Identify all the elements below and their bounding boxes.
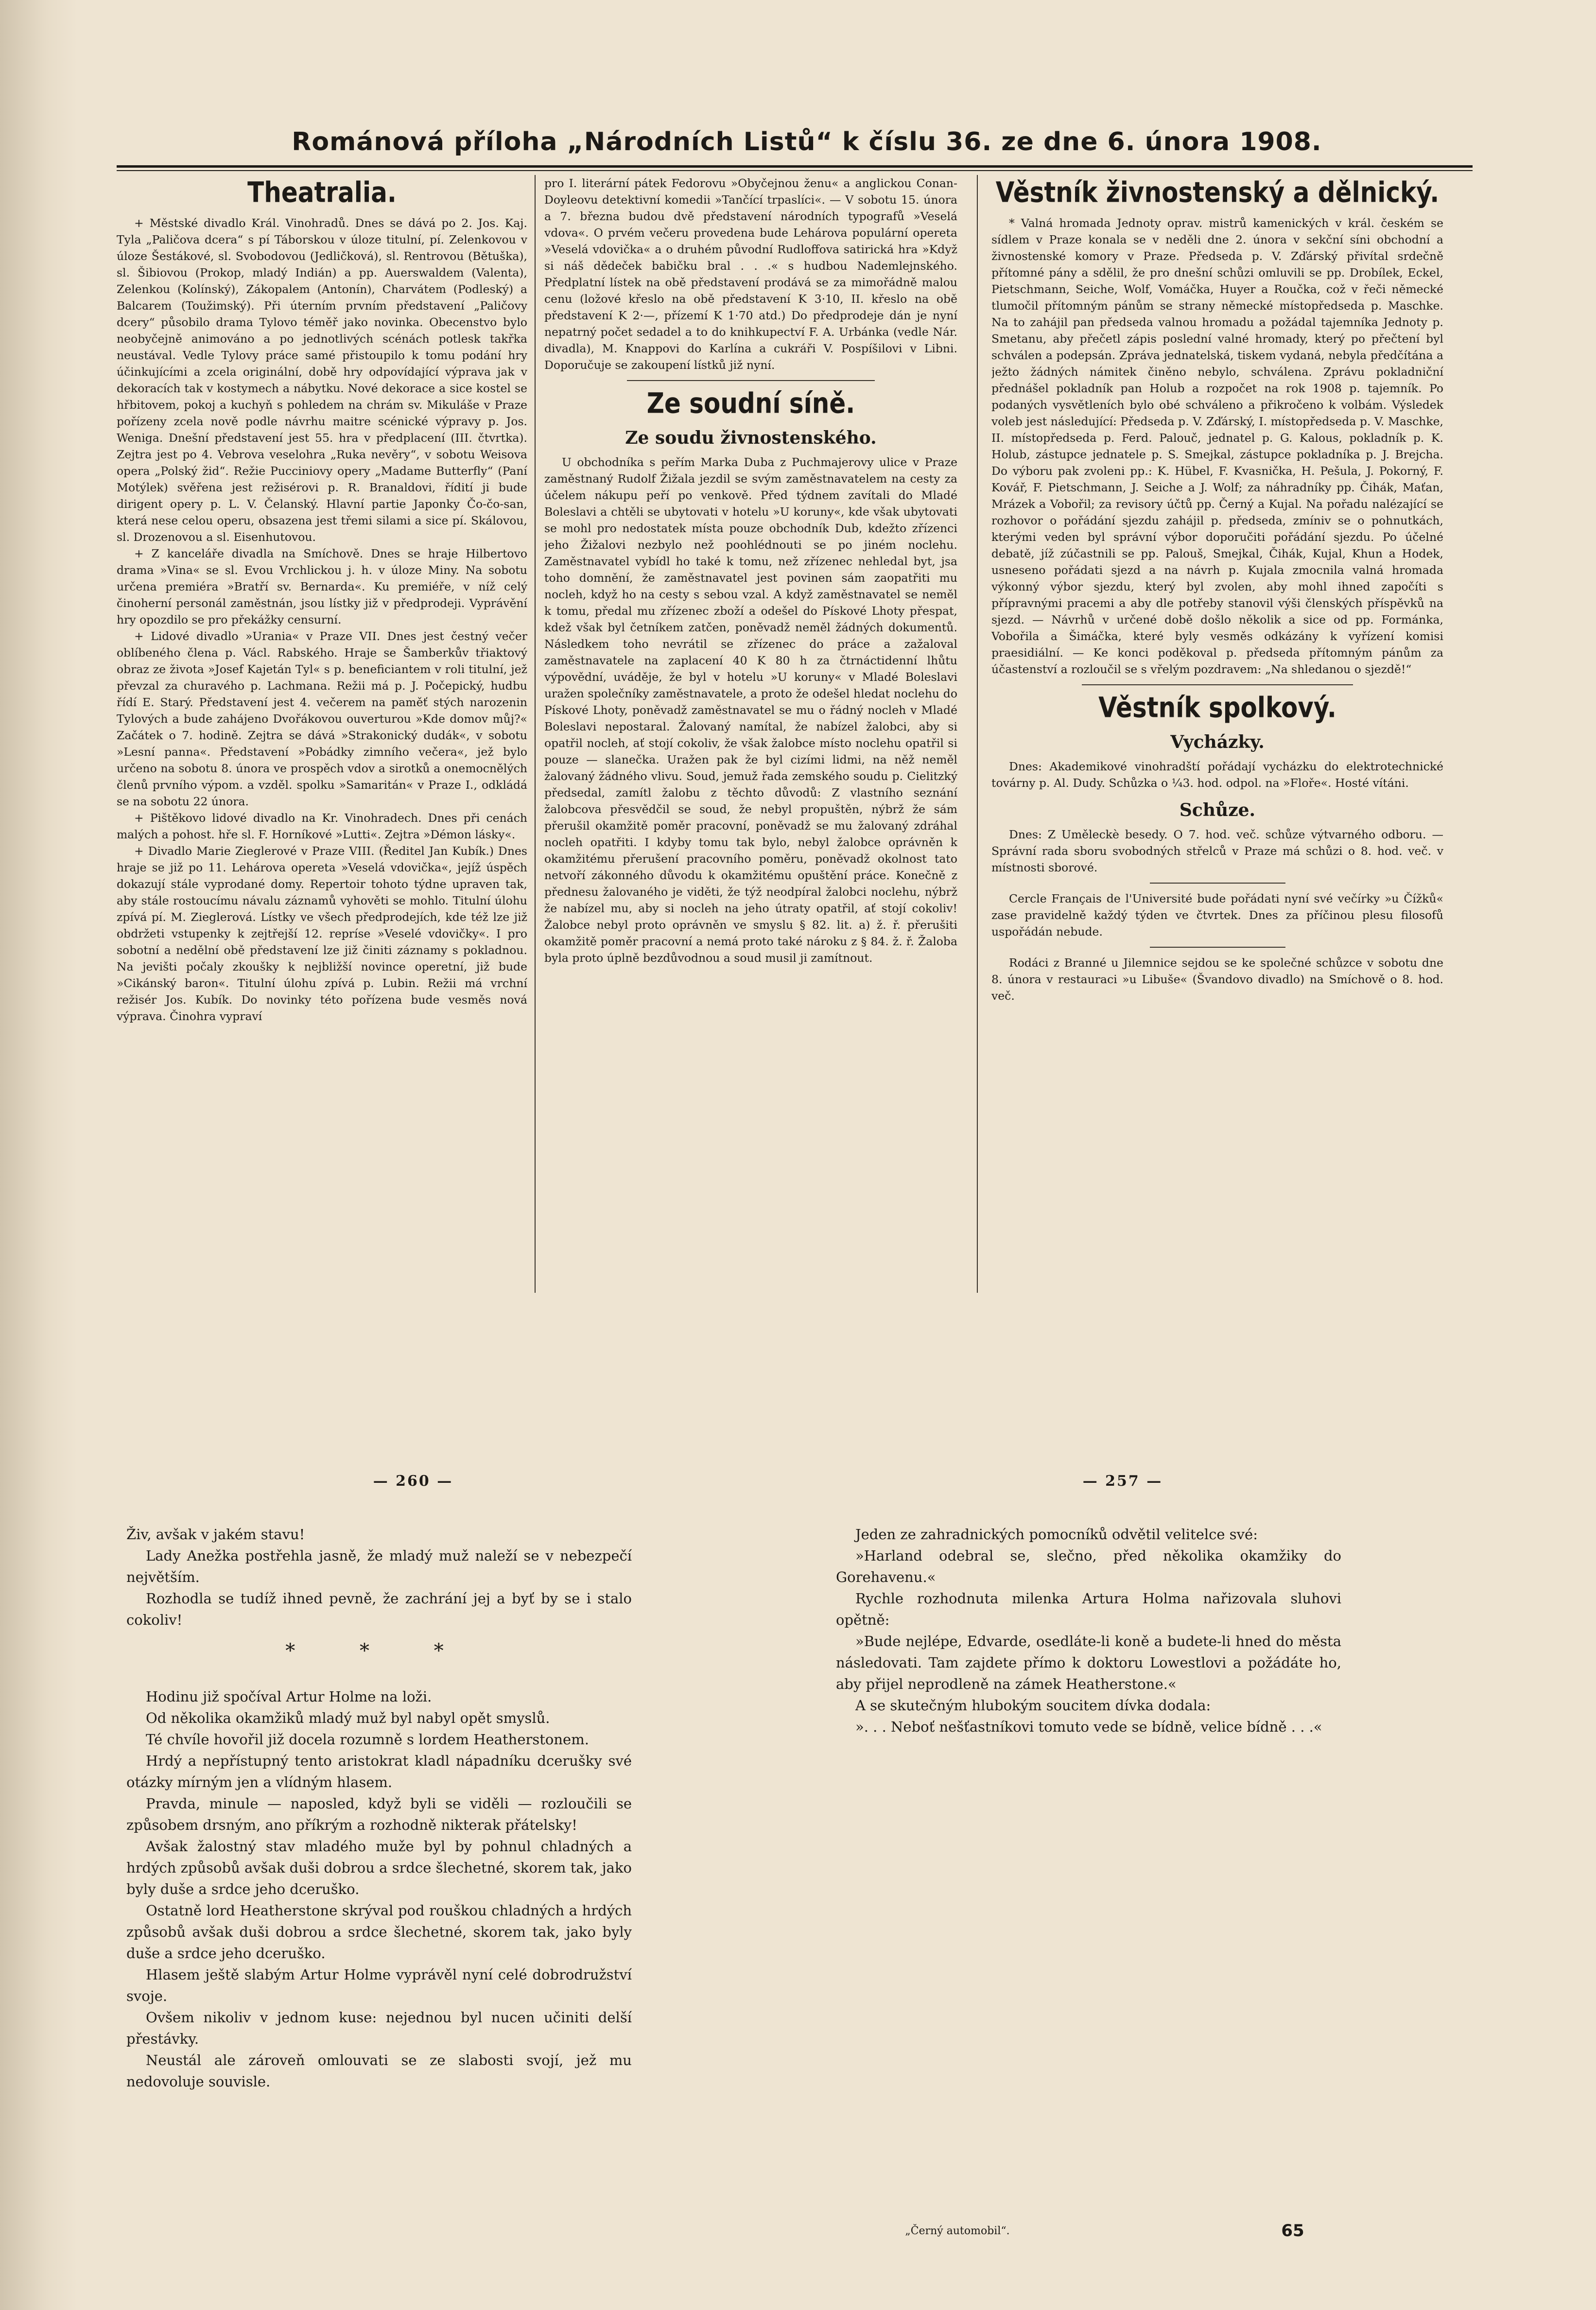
- scene-break: * * *: [285, 1640, 473, 1662]
- novel-paragraph: Hodinu již spočíval Artur Holme na loži.: [146, 1688, 432, 1705]
- column-divider: [535, 175, 536, 1293]
- novel-paragraph: Lady Anežka postřehla jasně, že mladý muž naleží se v nebezpečí největším.: [126, 1547, 632, 1585]
- article-paragraph: + Z kanceláře divadla na Smíchově. Dnes se hraje Hilbertovo drama »Vina« se sl. Evou Vrchlickou j. h. v úloze Miny. Na sobotu určena premiéra »Bratří sv. Bernarda«. Ku premiéře, v níž celý činoherní personál zaměstnán, jsou lístky již v předprodeji. Vyprávění hry opozdilo se pro překážky censurní.: [117, 547, 527, 626]
- notice-paragraph: Rodáci z Branné u Jilemnice sejdou se ke společné schůzce v sobotu dne 8. února v restauraci »u Libuše« (Švandovo divadlo) na Smíchově o 8. hod. več.: [991, 956, 1443, 1003]
- novel-paragraph: Avšak žalostný stav mladého muže byl by pohnul chladných a hrdých způsobů avšak duši dobrou a srdce šlechetné, skorem tak, jako byly duše a srdce jeho dceruško.: [126, 1838, 632, 1897]
- novel-page-number-left: — 260 —: [373, 1473, 453, 1490]
- notice-paragraph: Dnes: Z Uměleckè besedy. O 7. hod. več. schůze výtvarného odboru. — Správní rada sboru svobodných střelců v Praze má schůzi o 8. hod. več. v místnosti sborové.: [991, 828, 1443, 874]
- section-divider: [1082, 684, 1353, 685]
- page-header: Románová příloha „Národních Listů“ k číslu 36. ze dne 6. února 1908.: [292, 127, 1322, 156]
- novel-paragraph: Rozhodla se tudíž ihned pevně, že zachrání jej a byť by se i stalo cokoliv!: [126, 1590, 632, 1628]
- notice-paragraph: Dnes: Akademikové vinohradští pořádají vycházku do elektrotechnické továrny p. Al. Dudy. Schůzka o ¼3. hod. odpol. na »Floře«. Hosté vítáni.: [991, 760, 1443, 790]
- column-theatralia: [117, 175, 527, 1293]
- novel-paragraph: »Harland odebral se, slečno, před několika okamžiky do Gorehavenu.«: [836, 1547, 1341, 1585]
- novel-paragraph: Rychle rozhodnuta milenka Artura Holma nařizovala sluhovi opětně:: [836, 1590, 1341, 1628]
- novel-title-footer: „Černý automobil“.: [905, 2225, 1010, 2237]
- section-title-theatralia: Theatralia.: [247, 176, 397, 209]
- novel-column-left: [126, 1524, 632, 2194]
- novel-paragraph: Hlasem ještě slabým Artur Holme vyprávěl nyní celé dobrodružství svoje.: [126, 1966, 632, 2004]
- subsection-title: Ze soudu živnostenského.: [625, 428, 877, 448]
- notice-paragraph: Cercle Français de l'Université bude pořádati nyní své večírky »u Čížků« zase pravidelně každý týden ve čtvrtek. Dnes za příčinou plesu filosofů uspořádán nebude.: [991, 892, 1443, 938]
- article-paragraph: + Lidové divadlo »Urania« v Praze VII. Dnes jest čestný večer oblíbeného člena p. Václ. Rabského. Hraje se Šamberkův třiaktový obraz ze života »Josef Kajetán Tyl« s p. beneficiantem v roli titulní, jež převzal za churavého p. Lachmana. Režii má p. J. Počepický, hudbu řídí E. Starý. Představení jest 4. večerem na paměť stých narozenin Tylových a bude zahájeno Dvořákovou ouverturou »Kde domov můj?« Začátek o 7. hodině. Zejtra se dává »Strakonický dudák«, v sobotu »Lesní panna«. Představení »Pobádky zimního večera«, jež bylo určeno na sobotu 8. února ve prospěch vdov a sirotků a onemocnělých členů prvního výpom. a vzděl. spolku »Samaritán« v Praze I., odkládá se na sobotu 22 února.: [117, 629, 527, 808]
- novel-paragraph: Ostatně lord Heatherstone skrýval pod rouškou chladných a hrdých způsobů avšak duši dobrou a srdce šlechetné, skorem tak, jako byly duše a srdce jeho dceruško.: [126, 1902, 632, 1962]
- novel-line: Živ, avšak v jakém stavu!: [126, 1526, 305, 1543]
- article-paragraph: + Městské divadlo Král. Vinohradů. Dnes se dává po 2. Jos. Kaj. Tyla „Paličova dcera“ s pí Táborskou v úloze titulní, pí. Zelenkovou v úloze Šestákové, sl. Svobodovou (Jedličková), sl. Rentrovou (Bětuška), sl. Šibiovou (Prokop, mladý Indián) a pp. Auerswaldem (Valenta), Zelenkou (Kolínský), Zákopalem (Antonín), Charvátem (Podleský) a Balcarem (Toužimský). Při úterním prvním představení „Paličovy dcery“ působilo drama Tylovo téměř jako novinka. Obecenstvo bylo neobyčejně animováno a po jednotlivých scénách potlesk takřka neustával. Vedle Tylovy práce samé přistoupilo k tomu podání hry účinkujícími a zcela originální, době hry odpovídající výprava jak v dekoracích tak v kostymech a nábytku. Nové dekorace a sice kostel se hřbitovem, pokoj a kuchyň s pohledem na chrám sv. Mikuláše v Praze pořízeny zcela nově podle návrhu maitre scénické výpravy p. Jos. Wenigа. Dnešní představení jest 55. hra v předplacení (III. čtvrtka). Zejtra jest po 4. Vebrova veselohra „Ruka nevěry“, v sobotu Weisova opera „Polský žid“. Režie Pucciniovy opery „Madame Butterfly“ (Paní Motýlek) svěřena jest režisérovi p. R. Branaldovi, řídití ji bude dirigent opery p. L. V. Čelanský. Hlavní partie Japonky Čo-čo-san, která nese celou operu, obsazena jest třemi silami a sice pí. Skálovou, sl. Drozenovou a sl. Eisenhutovou.: [117, 216, 527, 544]
- novel-column-right: [836, 1524, 1341, 2194]
- subsection-title-meetings: Schůze.: [1179, 800, 1256, 820]
- column-trade: [991, 175, 1443, 1293]
- page-number: 65: [1281, 2221, 1304, 2241]
- header-rule-thin: [117, 170, 1473, 171]
- column-divider: [977, 175, 978, 1293]
- novel-paragraph: Od několika okamžiků mladý muž byl nabyl opět smyslů.: [146, 1710, 550, 1726]
- notice-divider: [1150, 883, 1285, 884]
- novel-paragraph: A se skutečným hlubokým soucitem dívka dodala:: [855, 1697, 1211, 1714]
- article-paragraph: * Valná hromada Jednoty oprav. mistrů kamenických v král. českém se sídlem v Praze konala se v neděli dne 2. února v sekční síni obchodní a živnostenské komory v Praze. Předseda p. V. Zďárský přivítal srdečně přítomné pány a sdělil, že pro dnešní schůzi omluvili se pp. Drobílek, Eckel, Pietschmann, Seiche, Wolf, Vomáčka, Huyer a Roučka, což v řeči německé tlumočil přítomným pánům se strany německé místopředseda p. Maschke. Na to zahájil pan předseda valnou hromadu a požádal tajemníka Jednoty p. Smetanu, aby přečetl zápis poslední valné hromady, který po přečtení byl schválen a podepsán. Zpráva jednatelská, tiskem vydaná, nebyla předčítána a ježto žádných námitek činěno nebylo, schválena. Zprávu pokladniční přednášel pokladník pan Holub a rozpočet na rok 1908 p. tajemník. Po podaných vysvětleních bylo obé schváleno a přikročeno k volbám. Výsledek voleb jest následující: Předseda p. V. Zďárský, I. místopředseda p. V. Maschke, II. místopředseda p. Ferd. Palouč, jednatel p. G. Kalous, pokladník p. K. Holub, zástupce jednatele p. S. Smejkal, zástupce pokladníka p. J. Brejcha. Do výboru pak zvoleni pp.: K. Hübel, F. Kvasnička, H. Pešula, J. Pokorný, F. Kovář, F. Pietschmann, J. Seiche a J. Wolf; za náhradníky pp. Čihák, Maťan, Mrázek a Vobořil; za revisory účtů pp. Černý a Kujal. Na pořadu nalézající se rozhovor o pořádání sjezdu zahájil p. předseda, zmíniv se o pohnutkách, kterými veden byl správní výbor doporučiti pořádání sjezdu. Po účelné debatě, jíž zúčastnili se pp. Palouš, Smejkal, Čihák, Kujal, Khun a Hodek, usneseno pořádati sjezd a na návrh p. Kujala zmocnila valná hromada výkonný výbor sjezdu, který byl zvolen, aby mohl ihned započíti s přípravnými pracemi a aby dle potřeby stanovil výši členských příspěvků na sjezd. — Návrhů v určené době došlo několik a sice od pp. Formánka, Vobořila a Šimáčka, které byly vesměs odkázány k vyřízení komisi praesidiální. — Ke konci poděkoval p. předseda přítomným pánům za účastenství a rozloučil se s vřelým pozdravem: „Na shledanou o sjezdě!“: [991, 216, 1443, 676]
- section-title-clubs: Věstník spolkový.: [1098, 691, 1336, 724]
- header-rule: [117, 165, 1473, 168]
- novel-paragraph: ». . . Neboť nešťastníkovi tomuto vede se bídně, velice bídně . . .«: [855, 1719, 1322, 1735]
- article-paragraph: + Divadlo Marie Zieglerové v Praze VIII. (Ředitel Jan Kubík.) Dnes hraje se již po 11. Lehárova opereta »Veselá vdovička«, jejíž úspěch dokazují stále vyprodané domy. Repertoir tohoto týdne upraven tak, aby stále rostoucímu návalu záznamů vyhověti se mohlo. Titulní úlohu zpívá pí. M. Zieglerová. Lístky ve všech předprodejích, kde též lze již obdržeti vstupenky k zejtřejší 12. repríse »Veselé vdovičky«. I pro sobotní a nedělní obě představení lze již činiti záznamy s pokladnou. Na jevišti počaly zkoušky k nejbližší novince operetní, již bude »Cikánský baron«. Titulní úlohu zpívá p. Lubin. Režii má vrchní režisér Jos. Kubík. Do novinky této pořízena bude vesměs nová výprava. Činohra vypraví: [117, 844, 527, 1023]
- novel-paragraph: »Bude nejlépe, Edvarde, osedláte-li koně a budete-li hned do města následovati. Tam zajdete přímo k doktoru Lowestlovi a požádáte ho, aby přijel neprodleně na zámek Heatherstone.«: [836, 1633, 1341, 1692]
- subsection-title-trips: Vycházky.: [1170, 732, 1265, 752]
- section-divider: [627, 380, 875, 381]
- section-title-trade: Věstník živnostenský a dělnický.: [995, 176, 1440, 209]
- notice-divider: [1150, 947, 1285, 948]
- novel-paragraph: Té chvíle hovořil již docela rozumně s lordem Heatherstonem.: [146, 1731, 589, 1748]
- page-shadow: [0, 0, 78, 2310]
- column-court: [544, 175, 957, 1293]
- section-title-court: Ze soudní síně.: [646, 387, 855, 420]
- novel-paragraph: Hrdý a nepřístupný tento aristokrat kladl nápadníku dcerušky své otázky mírným jen a vlídným hlasem.: [126, 1753, 632, 1790]
- novel-paragraph: Ovšem nikoliv v jednom kuse: nejednou byl nucen učiniti delší přestávky.: [126, 2009, 632, 2047]
- article-paragraph: + Pištěkovo lidové divadlo na Kr. Vinohradech. Dnes při cenách malých a pohost. hře sl. F. Horníkové »Lutti«. Zejtra »Démon lásky«.: [117, 811, 527, 841]
- article-continuation: pro I. literární pátek Fedorovu »Obyčejnou ženu« a anglickou Conan-Doyleovu detektivní komedii »Tančící trpaslíci«. — V sobotu 15. února a 7. března budou dvě představení národních typografů »Veselá vdova«. O prvém večeru provedena bude Lehárova populární opereta »Veselá vdovička« a o druhém původní Rudloffova satirická hra »Když si náš dědeček babičku bral . . .« s hudbou Nademlejnského. Předplatní lístek na obě představení prodává se za mimořádně malou cenu (ložové křeslo na obě představení K 3·10, II. křeslo na obě představení K 2·—, přízemí K 1·70 atd.) Do předprodeje dán je nyní nepatrný počet sedadel a to do knihkupectví F. A. Urbánka (vedle Nár. divadla), M. Knappovi do Karlína a cukráři V. Pospíšilovi v Libni. Doporučuje se zakoupení lístků již nyní.: [544, 176, 957, 372]
- novel-paragraph: Pravda, minule — naposled, když byli se viděli — rozloučili se způsobem drsným, ano příkrým a rozhodně nikterak přátelsky!: [126, 1795, 632, 1833]
- novel-page-number-right: — 257 —: [1082, 1473, 1163, 1490]
- novel-paragraph: Jeden ze zahradnických pomocníků odvětil velitelce své:: [855, 1526, 1258, 1543]
- article-paragraph: U obchodníka s peřím Marka Duba z Puchmajerovy ulice v Praze zaměstnaný Rudolf Žižala jezdil se svým zaměstnavatelem na cesty za účelem nákupu peří po venkově. Před týdnem zavítali do Mladé Boleslavi a chtěli se ubytovati v hotelu »U koruny«, kde však ubytovati se mohl pro nedostatek místa pouze obchodník Dub, kdežto zřízenci jeho Žižalovi nezbylo než poohlédnouti se po jiném noclehu. Zaměstnavatel vybídl ho také k tomu, než zřízenec nehledal byt, jsa toho domnění, že zaměstnavatel jest povinen sám zaopatřiti mu nocleh, když ho na cesty s sebou vzal. A když zaměstnavatel se neměl k tomu, předal mu zřízenec zboží a odešel do Pískové Lhoty přespat, kdež však byl četníkem zatčen, poněvadž neměl žádných dokumentů. Následkem toho nevrátil se zřízenec do práce a zažaloval zaměstnavatele na zaplacení 40 K 80 h za čtrnáctidenní lhůtu výpovědní, uváděje, že byl v hotelu »U koruny« v Mladé Boleslavi uražen společníky zaměstnavatele, a proto že odešel hledat noclehu do Pískové Lhoty, poněvadž zaměstnavatel se mu o řádný nocleh v Mladé Boleslavi nepostaral. Žalovaný namítal, že nabízel žalobci, aby si opatřil nocleh, ať stojí cokoliv, že však žalobce místo noclehu opatřil si pouze — slanečka. Uražen pak že byl cizími lidmi, na něž neměl žalovaný žádného vlivu. Soud, jemuž řada zemského soudu p. Cielitzký předsedal, zamítl žalobu z těchto důvodů: Z vlastního seznání žalobcova přesvědčil se soud, že nebyl propuštěn, nýbrž že sám přerušil okamžitě poměr pracovní, poněvadž se mu žalovaný zdráhal nocleh opatřiti. I kdyby tomu tak bylo, nebyl žalobce oprávněn k okamžitému přerušení pracovního poměru, poněvadž okolnost tato netvoří zákonného důvodu k okamžitému opuštění práce. Konečně z přednesu žalovaného je viděti, že týž neodpíral žalobci noclehu, nýbrž že nabízel mu, aby si nocleh na jeho útraty opatřil, ať stojí cokoliv! Žalobce nebyl proto oprávněn ve smyslu § 82. lit. a) ž. ř. přerušiti okamžitě poměr pracovní a nemá proto také nároku z § 84. ž. ř. Žaloba byla proto úplně bezdůvodnou a soud musil ji zamítnout.: [544, 455, 957, 965]
- novel-paragraph: Neustál ale zároveň omlouvati se ze slabosti svojí, jež mu nedovoluje souvisle.: [126, 2052, 632, 2090]
